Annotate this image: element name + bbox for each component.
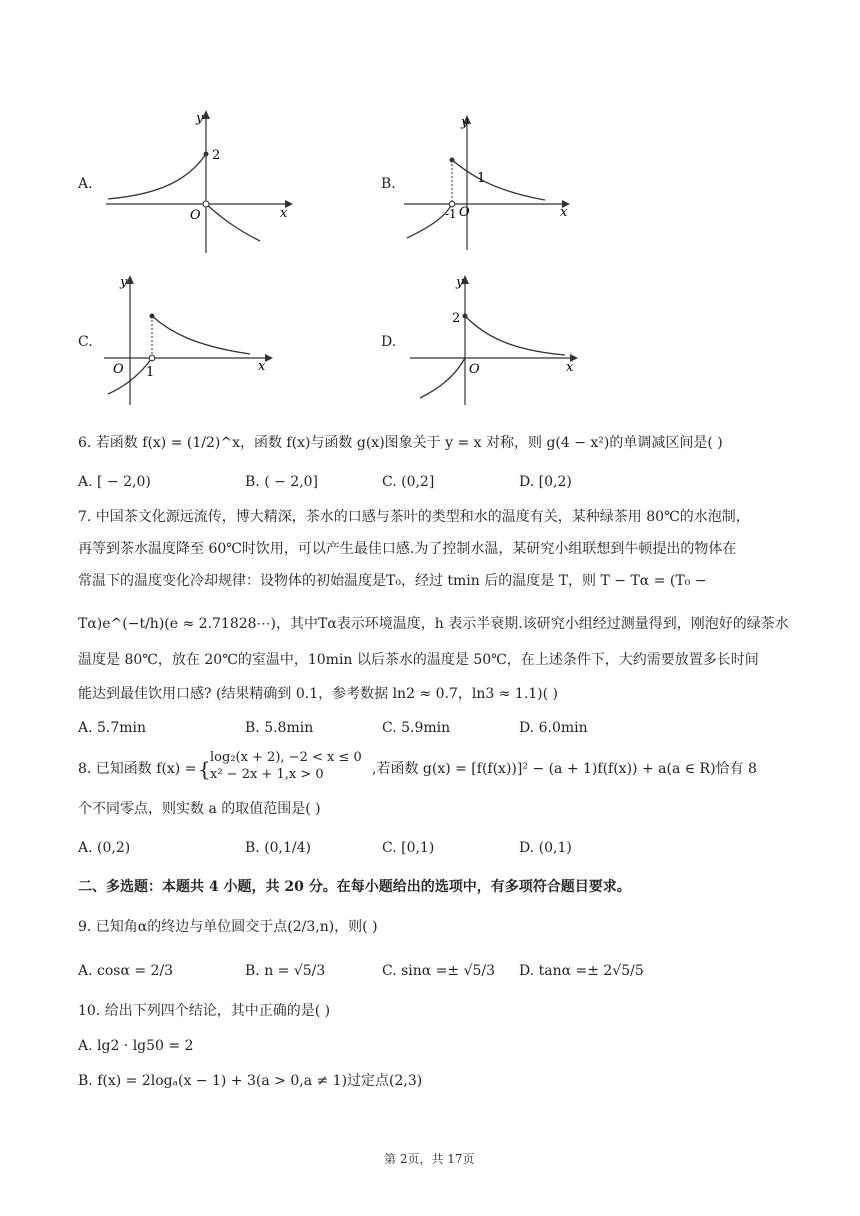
q9-option-c: C. sinα =± √5/3 xyxy=(382,963,496,979)
q10-stem: 10. 给出下列四个结论，其中正确的是( ) xyxy=(78,1003,331,1019)
q7-option-d: D. 6.0min xyxy=(519,720,588,736)
graph-a-tick-2: 2 xyxy=(212,148,221,163)
q6-stem: 6. 若函数 f(x) = (1/2)^x，函数 f(x)与函数 g(x)图象关于 y = x 对称，则 g(4 − x²)的单调减区间是( ) xyxy=(78,435,723,451)
graph-d-label: D. xyxy=(381,334,397,350)
q8-cases xyxy=(210,749,362,783)
q10-option-b: B. f(x) = 2logₐ(x − 1) + 3(a > 0,a ≠ 1)过定点(2,3) xyxy=(78,1073,423,1089)
q9-option-d: D. tanα =± 2√5/5 xyxy=(519,963,644,979)
graph-b-tick-1: 1 xyxy=(477,171,486,186)
q7-option-a: A. 5.7min xyxy=(78,720,147,736)
graph-a xyxy=(100,105,300,255)
q8-case-1: log₂(x + 2), −2 < x ≤ 0 xyxy=(210,750,362,765)
graph-c xyxy=(100,270,280,410)
q6-option-a: A. [ − 2,0) xyxy=(78,474,151,490)
q7-line-2: 再等到茶水温度降至 60℃时饮用，可以产生最佳口感.为了控制水温，某研究小组联想到牛顿提出的物体在 xyxy=(78,541,737,557)
graph-b-origin-label: O xyxy=(459,205,470,220)
graph-c-x-label: x xyxy=(258,359,266,374)
graph-c-tick-1: 1 xyxy=(146,365,155,380)
graph-d-x-label: x xyxy=(566,360,574,375)
q10-option-a: A. lg2 · lg50 = 2 xyxy=(78,1038,194,1054)
section-2-heading: 二、多选题：本题共 4 小题，共 20 分。在每小题给出的选项中，有多项符合题目要求。 xyxy=(78,879,631,895)
q7-option-b: B. 5.8min xyxy=(245,720,314,736)
q9-option-b: B. n = √5/3 xyxy=(245,963,326,979)
graph-b xyxy=(400,112,580,257)
graph-d-origin-label: O xyxy=(469,362,480,377)
q9-option-a: A. cosα = 2/3 xyxy=(78,963,174,979)
graph-b-tick-neg1: -1 xyxy=(445,207,457,221)
q7-line-3: 常温下的温度变化冷却规律：设物体的初始温度是T₀，经过 tmin 后的温度是 T，则 T − Tα = (T₀ − xyxy=(78,573,707,589)
graph-b-y-label: y xyxy=(461,115,469,130)
q8-suffix: ,若函数 g(x) = [f(f(x))]² − (a + 1)f(f(x)) + a(a ∈ R)恰有 8 xyxy=(372,761,757,777)
q7-line-5: 温度是 80℃，放在 20℃的室温中，10min 以后茶水的温度是 50℃，在上述条件下，大约需要放置多长时间 xyxy=(78,652,759,668)
q8-option-a: A. (0,2) xyxy=(78,840,131,856)
graph-a-label: A. xyxy=(78,176,93,192)
graph-a-y-label: y xyxy=(196,111,204,126)
graph-a-origin-label: O xyxy=(190,208,201,223)
q7-line-1: 7. 中国茶文化源远流传，博大精深，茶水的口感与茶叶的类型和水的温度有关，某种绿茶用 80℃的水泡制， xyxy=(78,509,750,525)
q8-option-c: C. [0,1) xyxy=(382,840,435,856)
q6-option-c: C. (0,2] xyxy=(382,474,435,490)
q8-line-2: 个不同零点，则实数 a 的取值范围是( ) xyxy=(78,801,321,817)
q6-option-d: D. [0,2) xyxy=(519,474,572,490)
q8-option-b: B. (0,1/4) xyxy=(245,840,312,856)
q6-option-b: B. ( − 2,0] xyxy=(245,474,319,490)
q7-line-4: Tα)e^(−t/h)(e ≈ 2.71828⋯)，其中Tα表示环境温度，h 表示半衰期.该研究小组经过测量得到，刚泡好的绿茶水 xyxy=(78,616,789,632)
graph-b-label: B. xyxy=(381,176,396,192)
q7-line-6: 能达到最佳饮用口感? (结果精确到 0.1，参考数据 ln2 ≈ 0.7，ln3 ≈ 1.1)( ) xyxy=(78,686,559,702)
graph-a-x-label: x xyxy=(280,206,288,221)
q8-prefix: 8. 已知函数 f(x) = xyxy=(78,761,197,777)
q9-stem: 9. 已知角α的终边与单位圆交于点(2/3,n)，则( ) xyxy=(78,919,378,935)
q7-option-c: C. 5.9min xyxy=(382,720,451,736)
graph-b-x-label: x xyxy=(560,205,568,220)
q8-case-2: x² − 2x + 1,x > 0 xyxy=(210,767,324,782)
graph-d xyxy=(400,270,585,410)
page-footer: 第 2页，共 17页 xyxy=(384,1152,475,1166)
graph-d-y-label: y xyxy=(456,275,464,290)
graph-c-y-label: y xyxy=(120,275,128,290)
graph-d-tick-2: 2 xyxy=(452,311,461,326)
graph-c-label: C. xyxy=(78,334,93,350)
q8-brace: { xyxy=(198,757,211,781)
q8-option-d: D. (0,1) xyxy=(519,840,572,856)
graph-c-origin-label: O xyxy=(113,362,124,377)
